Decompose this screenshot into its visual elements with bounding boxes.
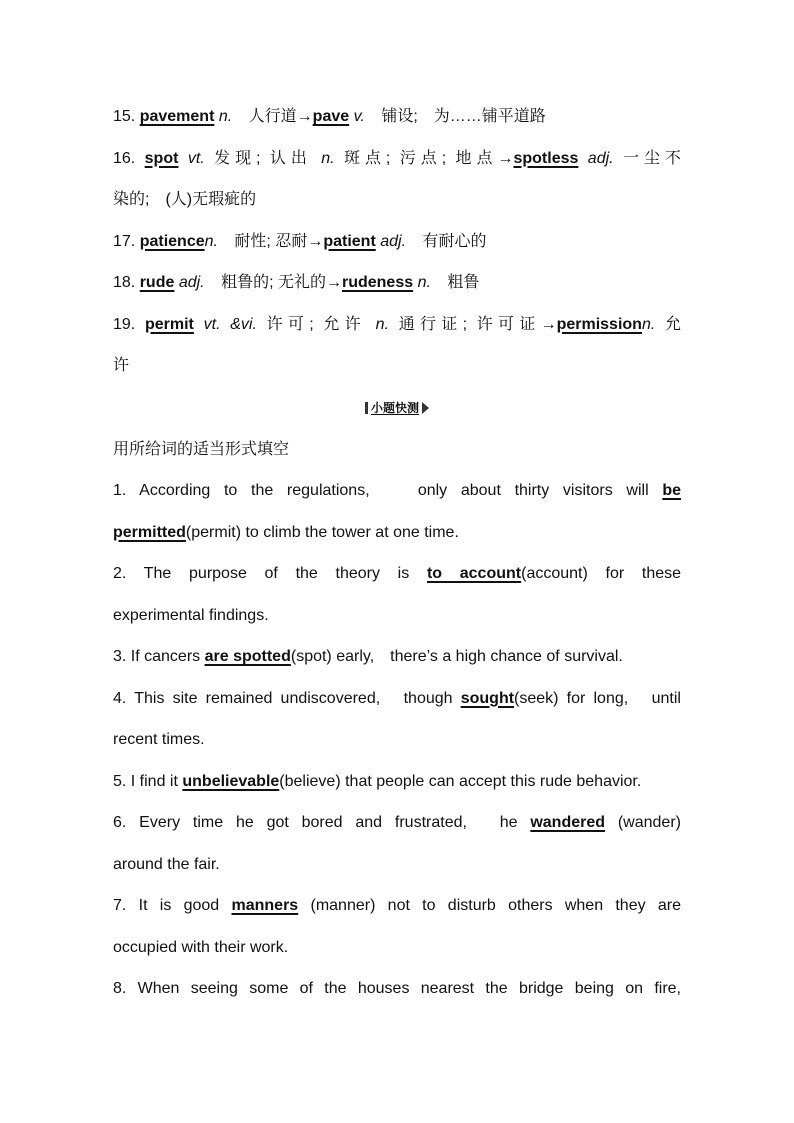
part-of-speech-2: n. bbox=[321, 149, 335, 167]
derived-pos: adj. bbox=[587, 149, 614, 167]
part-of-speech: vt. bbox=[187, 149, 205, 167]
item-number: 17. bbox=[113, 232, 136, 250]
vocab-word: patience bbox=[139, 232, 205, 250]
answer: to account bbox=[426, 565, 522, 582]
derived-meaning-cont: 染的; (人)无瑕疵的 bbox=[113, 191, 257, 208]
exercise-text: (account) for these bbox=[521, 565, 682, 582]
part-of-speech: adj. bbox=[178, 274, 205, 291]
exercise-6-line1 bbox=[113, 802, 681, 844]
meaning: 许可; 允许 bbox=[266, 315, 366, 333]
derived-meaning: 允 bbox=[665, 315, 682, 333]
derived-meaning: 粗鲁 bbox=[447, 274, 480, 291]
exercise-6-line2: around the fair. bbox=[113, 855, 220, 873]
triangle-icon bbox=[422, 402, 429, 414]
meaning: 粗鲁的; 无礼的 bbox=[221, 274, 326, 291]
answer: manners bbox=[231, 897, 299, 914]
meaning: 人行道 bbox=[248, 108, 297, 125]
derived-meaning: 一尘不 bbox=[623, 149, 681, 167]
document-page bbox=[113, 96, 681, 1010]
item-number: 19. bbox=[113, 315, 136, 333]
derived-word: permission bbox=[556, 315, 642, 333]
answer: permitted bbox=[113, 523, 186, 541]
exercise-4-line1 bbox=[113, 678, 681, 720]
derived-word: pave bbox=[312, 108, 350, 125]
part-of-speech-2: n. bbox=[375, 315, 390, 333]
exercise-text: 6. Every time he got bored and frustrated, he bbox=[113, 814, 518, 831]
derived-meaning-cont: 许 bbox=[113, 357, 130, 374]
vocab-item-17 bbox=[113, 221, 681, 263]
answer: are spotted bbox=[204, 648, 291, 665]
vocab-word: rude bbox=[139, 274, 175, 291]
exercise-1-line1 bbox=[113, 470, 681, 512]
vocab-item-19-line2 bbox=[113, 345, 681, 387]
section-heading bbox=[113, 387, 681, 429]
arrow-icon: → bbox=[325, 274, 342, 291]
exercise-7-line2: occupied with their work. bbox=[113, 938, 289, 956]
exercise-text: 7. It is good bbox=[113, 897, 220, 914]
exercise-2-line1 bbox=[113, 553, 681, 595]
arrow-icon: → bbox=[497, 149, 514, 167]
exercise-1-line2 bbox=[113, 512, 681, 554]
exercise-text: (seek) for long, until bbox=[514, 689, 681, 707]
part-of-speech: n. bbox=[218, 108, 233, 125]
exercise-text: 5. I find it bbox=[113, 772, 178, 790]
derived-word: rudeness bbox=[341, 274, 414, 291]
exercise-text: (believe) that people can accept this rude behavior. bbox=[279, 772, 642, 790]
arrow-icon: → bbox=[307, 232, 324, 250]
exercise-2-line2: experimental findings. bbox=[113, 606, 269, 624]
derived-meaning: 有耐心的 bbox=[422, 232, 487, 250]
item-number: 16. bbox=[113, 149, 136, 167]
exercise-text: 2. The purpose of the theory is bbox=[113, 565, 410, 582]
exercise-text: (spot) early, there’s a high chance of survival. bbox=[290, 648, 623, 665]
part-of-speech: vt. &vi. bbox=[203, 315, 257, 333]
exercise-7-line1 bbox=[113, 885, 681, 927]
derived-word: patient bbox=[323, 232, 376, 250]
derived-meaning: 铺设; 为……铺平道路 bbox=[381, 108, 546, 125]
meaning-2: 通行证; 许可证 bbox=[398, 315, 541, 333]
exercise-text: 4. This site remained undiscovered, though bbox=[113, 689, 453, 707]
instruction: 用所给词的适当形式填空 bbox=[113, 440, 290, 458]
derived-word: spotless bbox=[513, 149, 579, 167]
derived-pos: adj. bbox=[380, 232, 407, 250]
exercise-8-line1: 8. When seeing some of the houses nearest the bridge being on fire, bbox=[113, 980, 681, 997]
arrow-icon: → bbox=[296, 108, 313, 125]
exercise-text: (manner) not to disturb others when they are bbox=[310, 897, 682, 914]
exercise-text: (permit) to climb the tower at one time. bbox=[185, 523, 459, 541]
vocab-item-19-line1 bbox=[113, 304, 681, 346]
answer: unbelievable bbox=[182, 772, 280, 790]
section-label: 小题快测 bbox=[370, 401, 419, 415]
derived-pos: n. bbox=[641, 315, 656, 333]
arrow-icon: → bbox=[540, 315, 557, 333]
item-number: 18. bbox=[113, 274, 136, 291]
exercise-text: 1. According to the regulations, only about thirty visitors will bbox=[113, 482, 649, 499]
section-badge bbox=[365, 399, 429, 416]
exercise-3 bbox=[113, 636, 681, 678]
vocab-word: permit bbox=[144, 315, 194, 333]
vocab-word: spot bbox=[144, 149, 179, 167]
vocab-word: pavement bbox=[139, 108, 215, 125]
vocab-item-18 bbox=[113, 262, 681, 304]
vocab-item-16-line2 bbox=[113, 179, 681, 221]
answer: wandered bbox=[530, 814, 606, 831]
exercise-4-line2: recent times. bbox=[113, 731, 205, 748]
derived-pos: v. bbox=[353, 108, 365, 125]
part-of-speech: n. bbox=[204, 232, 218, 250]
derived-pos: n. bbox=[417, 274, 431, 291]
vocab-item-16-line1 bbox=[113, 138, 681, 180]
meaning: 耐性; 忍耐 bbox=[234, 232, 308, 250]
bar-icon bbox=[365, 402, 368, 414]
exercise-text: 3. If cancers bbox=[113, 648, 201, 665]
answer: sought bbox=[460, 689, 515, 707]
answer: be bbox=[662, 482, 681, 499]
exercise-5 bbox=[113, 761, 681, 803]
item-number: 15. bbox=[113, 108, 136, 125]
meaning: 发现; 认出 bbox=[214, 149, 312, 167]
vocab-item-15 bbox=[113, 96, 681, 138]
exercise-text: (wander) bbox=[617, 814, 681, 831]
meaning-2: 斑点; 污点; 地点 bbox=[344, 149, 498, 167]
